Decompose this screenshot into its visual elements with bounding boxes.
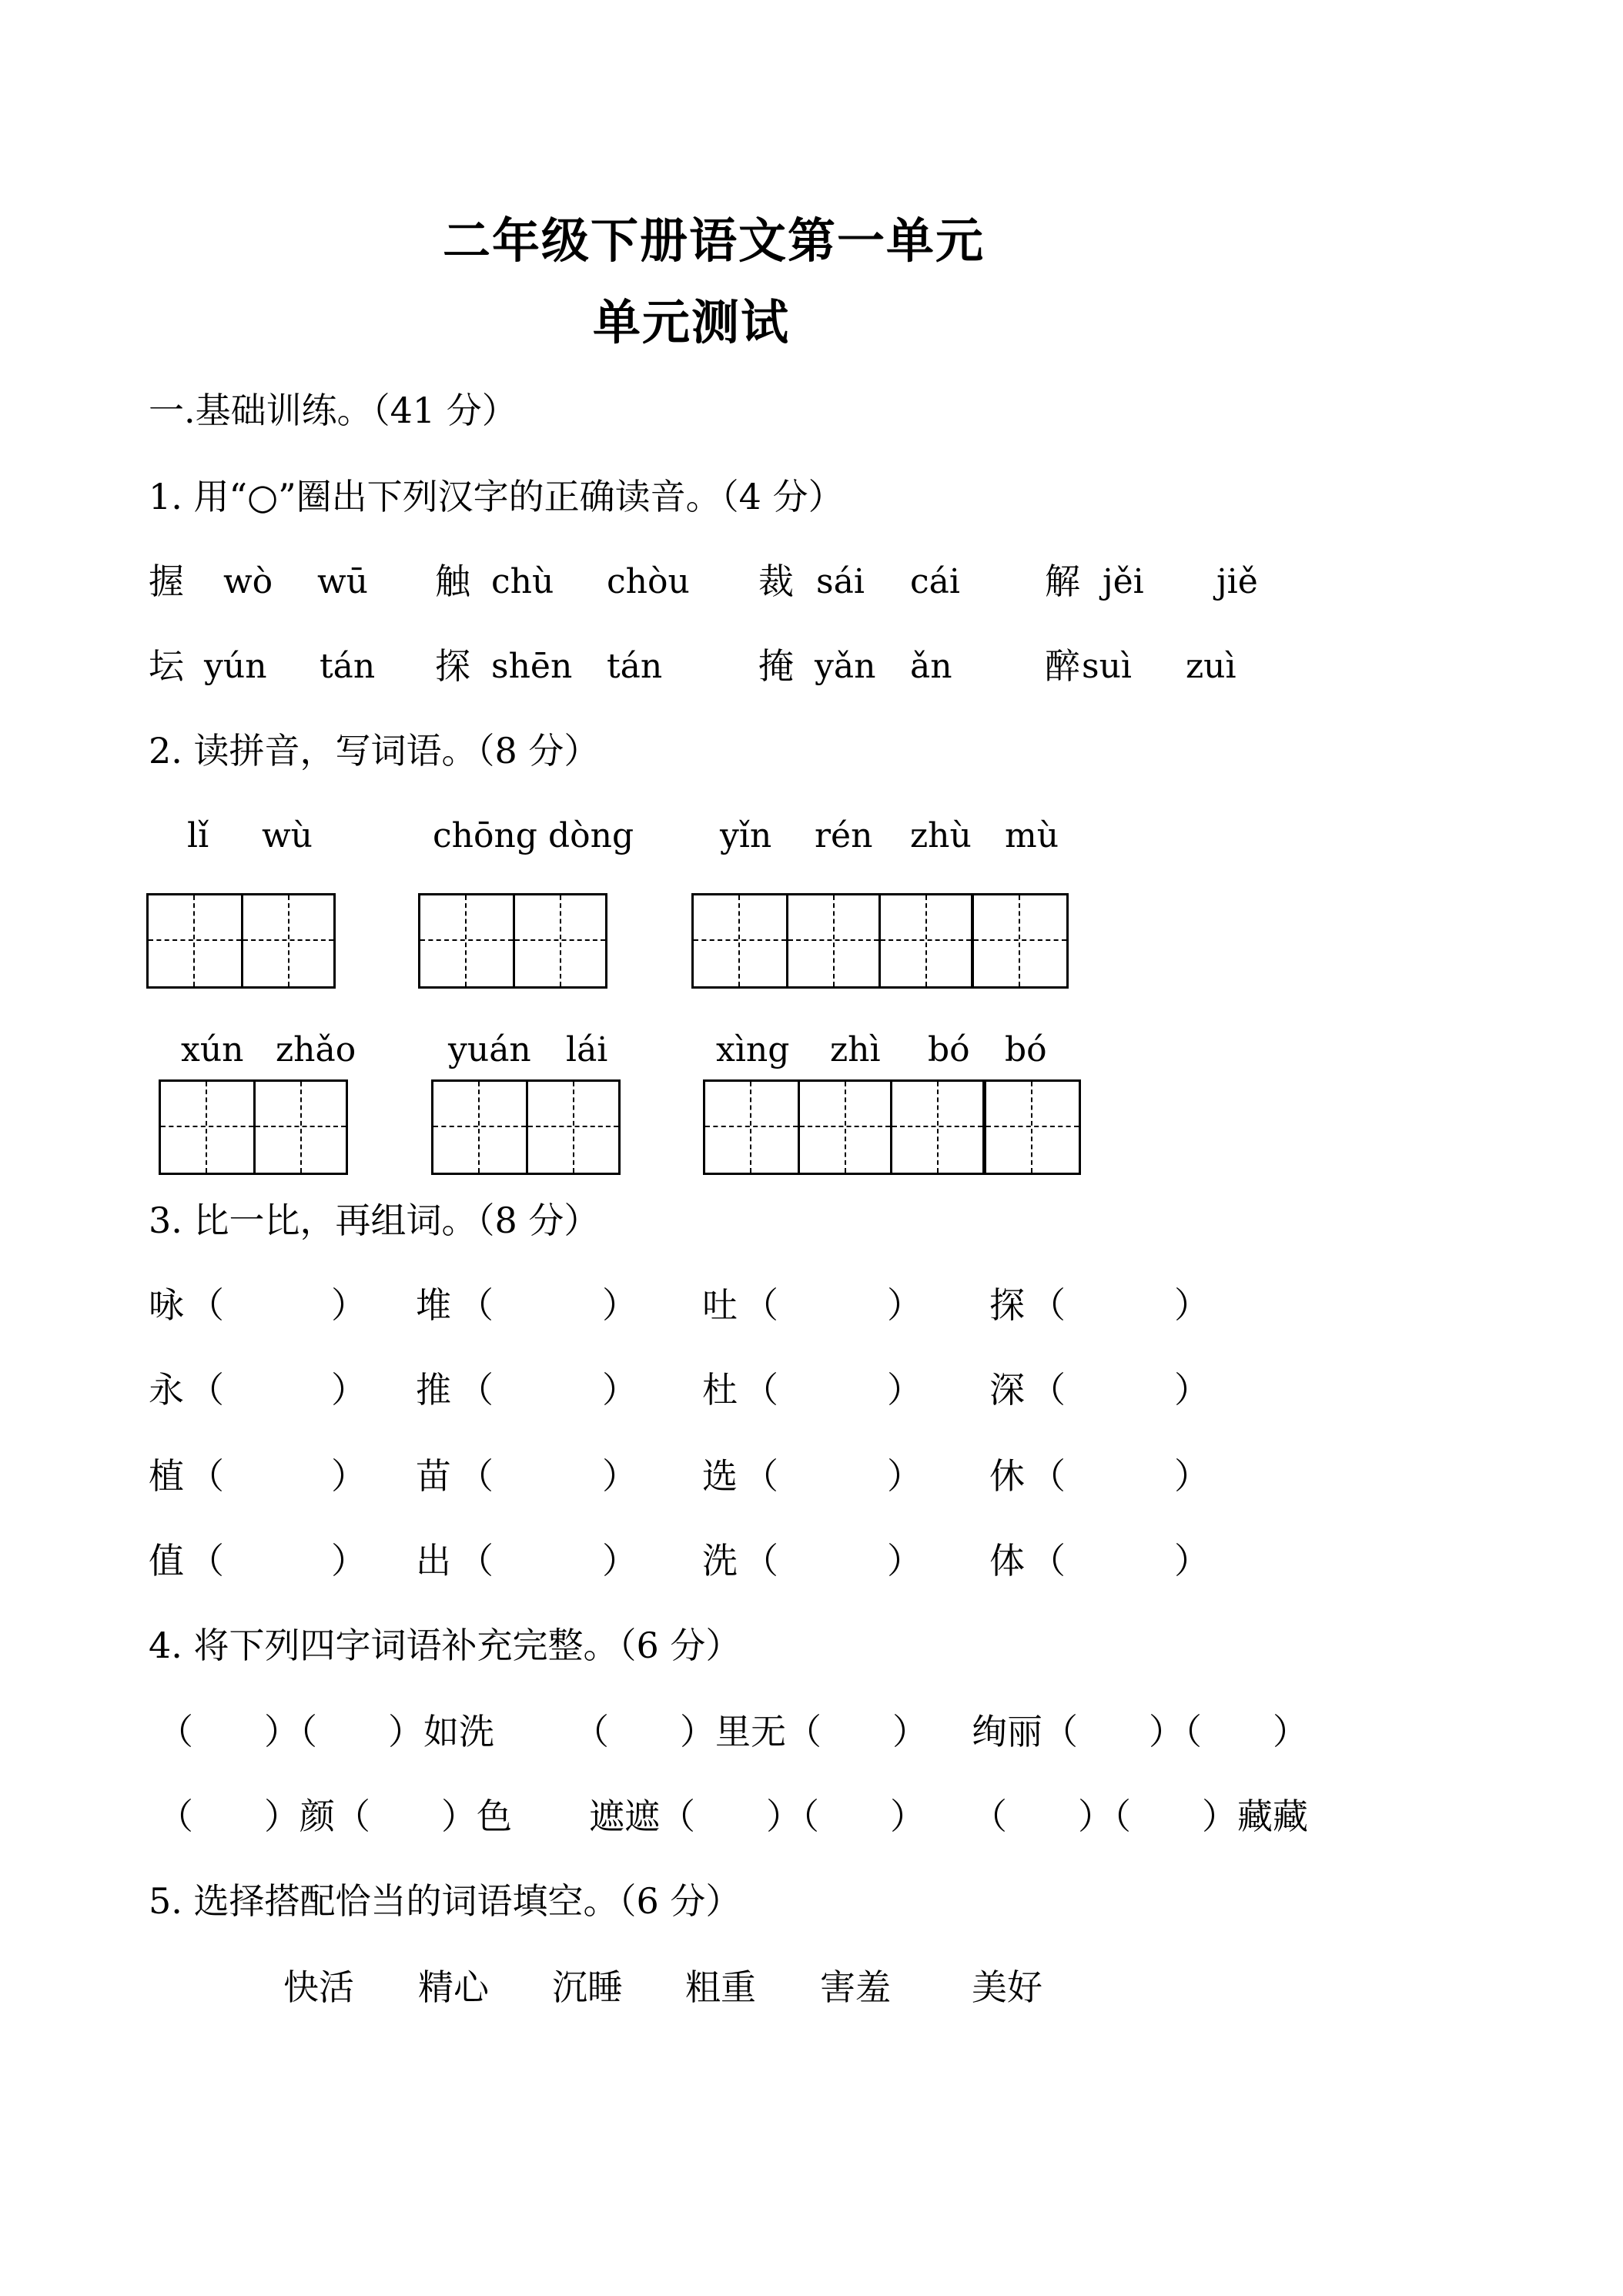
q1-char: 裁 <box>758 561 794 602</box>
word-choice: 粗重 <box>685 1966 756 2008</box>
pinyin-syllable: rén <box>815 816 873 855</box>
idiom-blank[interactable]: 遮遮（ ）（ ） <box>589 1796 925 1837</box>
writing-cell[interactable] <box>974 895 1066 986</box>
writing-cell[interactable] <box>798 1082 890 1173</box>
paren-open: （ <box>1030 1455 1066 1497</box>
pinyin-syllable: yuán <box>448 1030 531 1069</box>
q3-char: 杜 <box>702 1369 738 1411</box>
writing-cell[interactable] <box>890 1082 982 1173</box>
paren-close: ） <box>1174 1284 1210 1326</box>
pinyin-syllable: zhù <box>910 816 972 855</box>
q1-option[interactable]: jiě <box>1216 562 1258 601</box>
writing-cell[interactable] <box>694 895 786 986</box>
writing-cell[interactable] <box>878 895 971 986</box>
pinyin-syllable: bó <box>928 1030 970 1069</box>
writing-grid[interactable] <box>984 1079 1081 1175</box>
idiom-blank[interactable]: （ ）（ ）如洗 <box>158 1711 494 1752</box>
paren-open: （ <box>743 1284 778 1326</box>
paren-close: ） <box>602 1284 637 1326</box>
writing-cell[interactable] <box>161 1082 253 1173</box>
paren-open: （ <box>1030 1540 1066 1581</box>
q3-char: 出 <box>416 1540 451 1581</box>
q3-char: 推 <box>416 1369 451 1411</box>
word-choice: 沉睡 <box>552 1966 623 2008</box>
q3-char: 探 <box>989 1284 1025 1326</box>
q1-option[interactable]: wò <box>223 562 273 601</box>
pinyin-syllable: xìng <box>716 1030 790 1069</box>
q1-option[interactable]: chòu <box>607 562 690 601</box>
page-title: 二年级下册语文第一单元 <box>443 213 986 269</box>
q2-heading: 2. 读拼音，写词语。（8 分） <box>149 730 600 771</box>
writing-cell[interactable] <box>705 1082 798 1173</box>
q3-char: 选 <box>702 1455 738 1497</box>
pinyin-syllable: lǐ <box>187 816 209 855</box>
q1-char: 醉 <box>1045 645 1080 687</box>
paren-open: （ <box>189 1369 224 1411</box>
section-heading: 一.基础训练。（41 分） <box>149 390 517 431</box>
q3-char: 植 <box>149 1455 184 1497</box>
q1-option[interactable]: tán <box>607 647 663 686</box>
q1-option[interactable]: sái <box>816 562 865 601</box>
word-choice: 美好 <box>972 1966 1042 2008</box>
word-choice: 精心 <box>418 1966 489 2008</box>
paren-open: （ <box>458 1369 494 1411</box>
idiom-blank[interactable]: （ ）（ ）藏藏 <box>972 1796 1308 1837</box>
paren-open: （ <box>189 1284 224 1326</box>
word-choice: 快活 <box>283 1966 354 2008</box>
q3-char: 吐 <box>702 1284 738 1326</box>
q1-option[interactable]: ǎn <box>910 647 952 686</box>
writing-cell[interactable] <box>420 895 513 986</box>
paren-close: ） <box>887 1540 922 1581</box>
q1-option[interactable]: yún <box>204 647 267 686</box>
paren-close: ） <box>1174 1540 1210 1581</box>
word-choice: 害羞 <box>820 1966 891 2008</box>
paren-open: （ <box>458 1540 494 1581</box>
paren-open: （ <box>458 1455 494 1497</box>
q1-char: 探 <box>435 645 470 687</box>
writing-cell[interactable] <box>253 1082 346 1173</box>
writing-cell[interactable] <box>241 895 333 986</box>
pinyin-syllable: mù <box>1005 816 1059 855</box>
paren-close: ） <box>331 1540 366 1581</box>
q1-heading: 1. 用“○”圈出下列汉字的正确读音。（4 分） <box>149 476 844 517</box>
q3-heading: 3. 比一比，再组词。（8 分） <box>149 1200 600 1241</box>
paren-close: ） <box>1174 1455 1210 1497</box>
q1-option[interactable]: chù <box>491 562 554 601</box>
q5-heading: 5. 选择搭配恰当的词语填空。（6 分） <box>149 1880 741 1922</box>
writing-cell[interactable] <box>986 1082 1079 1173</box>
paren-close: ） <box>887 1455 922 1497</box>
q1-option[interactable]: suì <box>1082 647 1132 686</box>
q4-heading: 4. 将下列四字词语补充完整。（6 分） <box>149 1625 741 1666</box>
q1-option[interactable]: shēn <box>491 647 573 686</box>
idiom-blank[interactable]: 绚丽（ ）（ ） <box>972 1711 1308 1752</box>
writing-grid[interactable] <box>703 1079 985 1175</box>
pinyin-syllable: zhì <box>830 1030 881 1069</box>
pinyin-syllable: chōng <box>433 816 537 855</box>
paren-close: ） <box>1174 1369 1210 1411</box>
writing-grid[interactable] <box>691 893 973 989</box>
q1-option[interactable]: tán <box>320 647 376 686</box>
writing-cell[interactable] <box>526 1082 618 1173</box>
pinyin-syllable: lái <box>566 1030 608 1069</box>
q1-char: 坛 <box>149 645 184 687</box>
paren-open: （ <box>458 1284 494 1326</box>
q1-option[interactable]: cái <box>910 562 960 601</box>
q1-char: 触 <box>435 561 470 602</box>
writing-cell[interactable] <box>786 895 878 986</box>
q1-option[interactable]: yǎn <box>815 647 876 686</box>
page-subtitle: 单元测试 <box>593 294 791 350</box>
q3-char: 洗 <box>702 1540 738 1581</box>
paren-open: （ <box>189 1540 224 1581</box>
pinyin-syllable: zhǎo <box>276 1030 356 1069</box>
paren-open: （ <box>743 1540 778 1581</box>
q3-char: 永 <box>149 1369 184 1411</box>
q3-char: 堆 <box>416 1284 451 1326</box>
paren-close: ） <box>602 1369 637 1411</box>
paren-close: ） <box>331 1455 366 1497</box>
pinyin-syllable: wù <box>262 816 313 855</box>
paren-close: ） <box>331 1284 366 1326</box>
paren-close: ） <box>887 1369 922 1411</box>
writing-grid[interactable] <box>418 893 607 989</box>
pinyin-syllable: bó <box>1005 1030 1047 1069</box>
q1-char: 解 <box>1045 561 1080 602</box>
writing-cell[interactable] <box>433 1082 526 1173</box>
idiom-blank[interactable]: （ ）颜（ ）色 <box>158 1796 512 1837</box>
writing-cell[interactable] <box>513 895 605 986</box>
q3-char: 咏 <box>149 1284 184 1326</box>
paren-open: （ <box>743 1369 778 1411</box>
writing-grid[interactable] <box>431 1079 621 1175</box>
q1-option[interactable]: jěi <box>1103 562 1144 601</box>
paren-close: ） <box>602 1540 637 1581</box>
q3-char: 深 <box>989 1369 1025 1411</box>
q1-char: 握 <box>149 561 184 602</box>
paren-open: （ <box>1030 1284 1066 1326</box>
paren-close: ） <box>887 1284 922 1326</box>
paren-open: （ <box>1030 1369 1066 1411</box>
paren-open: （ <box>743 1455 778 1497</box>
q3-char: 休 <box>989 1455 1025 1497</box>
writing-cell[interactable] <box>149 895 241 986</box>
pinyin-syllable: yǐn <box>720 816 772 855</box>
pinyin-syllable: xún <box>181 1030 244 1069</box>
q1-option[interactable]: wū <box>317 562 368 601</box>
paren-close: ） <box>602 1455 637 1497</box>
pinyin-syllable: dòng <box>548 816 634 855</box>
q3-char: 苗 <box>416 1455 451 1497</box>
paren-close: ） <box>331 1369 366 1411</box>
writing-grid[interactable] <box>146 893 336 989</box>
idiom-blank[interactable]: （ ）里无（ ） <box>574 1711 928 1752</box>
writing-grid[interactable] <box>972 893 1069 989</box>
writing-grid[interactable] <box>159 1079 348 1175</box>
q3-char: 体 <box>989 1540 1025 1581</box>
paren-open: （ <box>189 1455 224 1497</box>
q1-char: 掩 <box>758 645 794 687</box>
q1-option[interactable]: zuì <box>1186 647 1236 686</box>
q3-char: 值 <box>149 1540 184 1581</box>
